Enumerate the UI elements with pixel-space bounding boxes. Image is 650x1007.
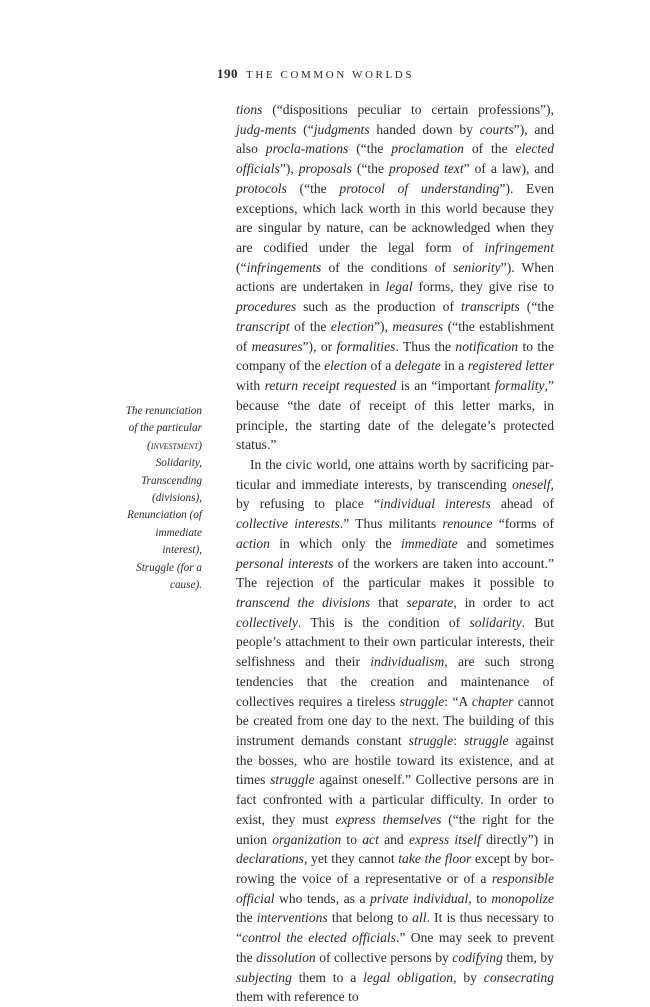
text-run: of the [289,318,331,334]
italic-term: declarations [236,851,304,867]
margin-note-line: of the particular [128,422,202,435]
text-run: except by borrowing the voice of a representative or of a [236,851,554,887]
text-run: who tends, as a [274,890,371,906]
italic-term: infringement [484,240,554,256]
text-run: forms, they give rise to [412,279,554,295]
margin-note-line: The renunciation [125,405,202,417]
italic-term: tions [236,102,263,117]
italic-term: express themselves [335,811,442,827]
italic-term: transcripts [460,299,520,315]
text-run: of collective persons by [315,949,453,965]
text-run: against the bosses, who are hostile toward its existence, and at times [236,733,554,788]
text-run: them, by [502,949,554,965]
italic-term: legal [385,279,413,295]
text-run: (“the [348,141,392,157]
text-run: to the company of the [236,338,554,374]
text-run: ”), or [302,338,337,354]
text-run: . This is the condition of [297,614,470,630]
italic-term: return receipt requested [264,378,397,394]
body-text [236,100,554,1007]
text-run: (“the establishment of [236,318,554,354]
italic-term: infringements [246,259,322,275]
italic-term: control the elected officials [242,930,396,946]
text-run: in which only the [269,535,401,551]
text-run: , in order to act [453,594,554,610]
italic-term: struggle [463,733,509,748]
margin-note-line: Renunciation (of [127,509,202,522]
text-run: In the civic world, one attains worth by sacrificing particular and immediate interests, by transcending [236,456,554,492]
page-header [217,66,414,82]
text-run: (“the [351,161,389,177]
text-run: (“ [236,259,247,275]
margin-note [108,403,202,594]
italic-term: individualism [370,654,445,670]
italic-term: codifying [452,949,503,965]
italic-term: renounce [442,516,493,532]
italic-term: dissolution [256,949,316,965]
italic-term: express itself [408,831,481,847]
text-run: against oneself.” Collective persons are in fact confronted with a particular difficulty. In order to exist, they must [236,772,554,827]
italic-term: formalities [336,338,396,354]
text-run: (“the [519,299,554,315]
text-run: , to [468,890,492,906]
margin-note-line: cause). [170,579,202,592]
italic-term: notification [455,338,519,354]
text-run: ”). When actions are undertaken in [236,259,554,295]
text-run: such as the production of [296,299,461,315]
italic-term: oneself [512,476,551,492]
text-run: . But people’s attachment to their own particular interests, their selfishness and their [236,614,555,670]
text-run: ahead of [490,496,554,512]
text-run: of a [367,358,395,374]
italic-term: interventions [256,910,328,926]
text-run: (“the right for the union [236,811,554,847]
text-run: to [341,831,363,847]
italic-term: solidarity [469,614,522,630]
text-run: (“ [296,121,314,137]
italic-term: courts [479,121,514,137]
margin-note-line: Solidarity, [155,457,202,470]
italic-term: protocol of understanding [339,180,500,196]
italic-term: judgments [313,121,370,137]
text-run: of the conditions of [321,259,454,275]
italic-term: individual interests [379,496,491,512]
italic-term: private individual [370,890,469,906]
text-run: directly”) in [480,831,554,847]
text-run: , are such strong tendencies that the creation and maintenance of collectives requires a tireless [236,654,554,709]
italic-term: struggle [399,693,445,709]
italic-term: monopolize [491,890,554,906]
text-run: ” of a law), and [463,161,555,177]
italic-term: separate [406,594,454,610]
italic-term: action [236,535,270,551]
italic-term: protocols [236,180,287,196]
italic-term: judg-ments [236,121,297,137]
italic-term: procedures [236,299,297,315]
italic-term: measures [251,338,303,354]
italic-term: formality [494,378,545,394]
margin-note-line: Transcending [141,474,202,487]
italic-term: chapter [471,693,514,709]
text-run: cannot be created from one day to the next. The building of this instrument demands constant [236,693,554,748]
text-run: that belong to [327,910,413,926]
italic-term: delegate [394,358,441,374]
text-run: handed down by [369,121,480,137]
italic-term: responsible official [236,871,554,906]
paragraph-2 [236,455,554,1007]
text-run: with [236,378,265,394]
italic-term: election [330,318,374,334]
italic-term: transcript [236,318,290,334]
italic-term: subjecting [236,969,292,985]
page-number: 190 [217,66,238,81]
margin-note-line: (investment) [146,439,202,452]
text-run: the [236,910,257,926]
text-run: of the [463,141,516,157]
text-run: : [453,733,464,748]
margin-note-line: interest), [162,544,202,557]
margin-note-line: Struggle (for a [136,561,202,574]
text-run: ”), [373,318,393,334]
italic-term: transcend the divisions [236,594,371,610]
text-run: . Thus the [395,338,456,354]
text-run: and sometimes [457,535,554,551]
text-run: is an “important [396,378,495,394]
italic-term: collective interests [236,516,340,532]
text-run: , yet they cannot [303,851,399,867]
italic-term: election [324,358,368,374]
italic-term: take the floor [398,851,472,867]
text-run: , by [453,969,484,985]
text-run: that [370,594,407,610]
text-run: : “A [444,693,472,709]
italic-term: proposed text [388,161,464,177]
text-run: “forms of [492,516,554,532]
text-run: ,” because “the date of receipt of this letter marks, in principle, the starting date of the delegate’s protected status.” [236,378,554,453]
italic-term: procla-mations [265,141,349,157]
text-run: them to a [291,969,364,985]
italic-term: all [412,910,427,926]
text-run: of the workers are taken into account.” The rejection of the particular makes it possible to [236,555,554,591]
text-run: . It is thus necessary to “ [236,910,554,946]
italic-term: immediate [401,535,458,551]
margin-note-line: (divisions), [151,492,202,505]
italic-term: collectively [236,614,298,630]
text-run: ”), and also [236,121,554,157]
italic-term: measures [392,318,444,334]
italic-term: organization [272,831,342,847]
italic-term: act [362,831,379,847]
text-run: in a [440,358,468,374]
text-run: .” Thus militants [339,516,443,532]
text-run: ”), [279,161,299,177]
italic-term: struggle [408,733,454,748]
text-run: (“the [286,180,340,196]
italic-term: consecrating [483,969,555,985]
italic-term: proposals [298,161,352,177]
paragraph-1 [236,100,554,455]
italic-term: seniority [453,259,501,275]
italic-term: struggle [270,772,315,788]
italic-term: elected officials [236,141,554,177]
italic-term: personal interests [236,555,334,571]
running-title: THE COMMON WORLDS [246,69,415,81]
text-run: and [378,831,409,847]
text-run: , by refusing to place “ [236,476,554,512]
text-run: .” One may seek to prevent the [236,930,554,965]
italic-term: legal obligation [363,969,454,985]
italic-term: registered letter [467,358,554,374]
italic-term: proclamation [391,141,464,157]
margin-note-line: immediate [155,526,202,539]
text-run: (“dispositions peculiar to certain professions”), [262,102,554,117]
text-run: ”). Even exceptions, which lack worth in this world because they are singular by nature, can be acknowledged when they are codified under the legal form of [236,180,554,256]
text-run: them with reference to [236,989,359,1005]
